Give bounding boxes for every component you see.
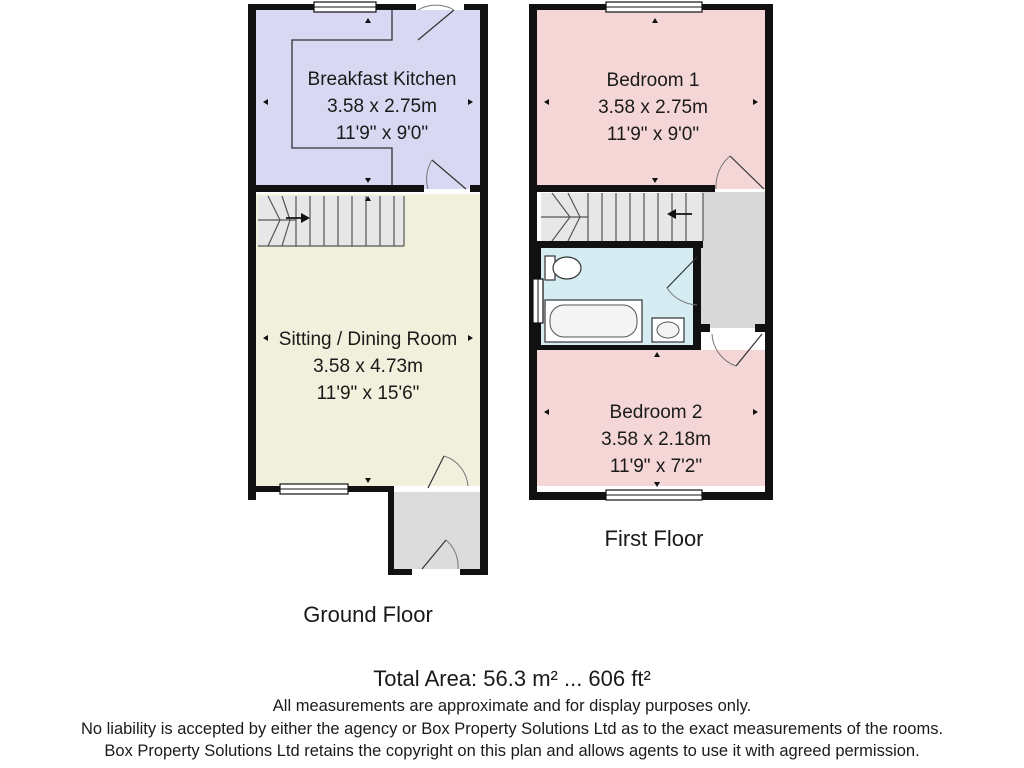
sitting-room-metric: 3.58 x 4.73m [313,356,423,377]
bedroom-1-imperial: 11'9" x 9'0" [606,124,700,145]
first-floor-stairs [541,193,703,241]
ground-floor-label: Ground Floor [303,602,433,627]
ground-floor-stairs [258,196,404,246]
bedroom-2-window [606,490,702,500]
bedroom-1-name: Bedroom 1 [606,70,700,91]
bedroom-1-metric: 3.58 x 2.75m [598,97,708,118]
sitting-room-imperial: 11'9" x 15'6" [316,383,420,404]
disclaimer [0,695,1024,763]
bedroom-2-name: Bedroom 2 [609,402,703,423]
wash-basin-icon [652,318,684,342]
sitting-room-name: Sitting / Dining Room [278,329,458,350]
toilet-icon [545,256,581,280]
kitchen-metric: 3.58 x 2.75m [327,96,437,117]
disclaimer-line-3: Box Property Solutions Ltd retains the copyright on this plan and allows agents to use it with agreed permission. [104,742,920,760]
bedroom-2-imperial: 11'9" x 7'2" [609,456,703,477]
total-area: Total Area: 56.3 m² ... 606 ft² [373,666,651,691]
landing-area [700,192,765,328]
kitchen-window [314,2,376,12]
bath-icon [545,300,642,342]
sitting-room-window [280,484,348,494]
ground-floor-plan [248,2,488,627]
kitchen-imperial: 11'9" x 9'0" [335,123,429,144]
kitchen-name: Breakfast Kitchen [307,69,457,90]
bathroom-window [533,279,543,323]
entrance-porch [394,492,480,569]
first-floor-plan [529,2,773,551]
disclaimer-line-1: All measurements are approximate and for display purposes only. [272,697,752,715]
bedroom-1-window [606,2,702,12]
disclaimer-line-2: No liability is accepted by either the agency or Box Property Solutions Ltd as to the exact measurements of the rooms. [80,719,944,738]
bedroom-2-metric: 3.58 x 2.18m [601,429,711,450]
first-floor-label: First Floor [604,526,704,551]
